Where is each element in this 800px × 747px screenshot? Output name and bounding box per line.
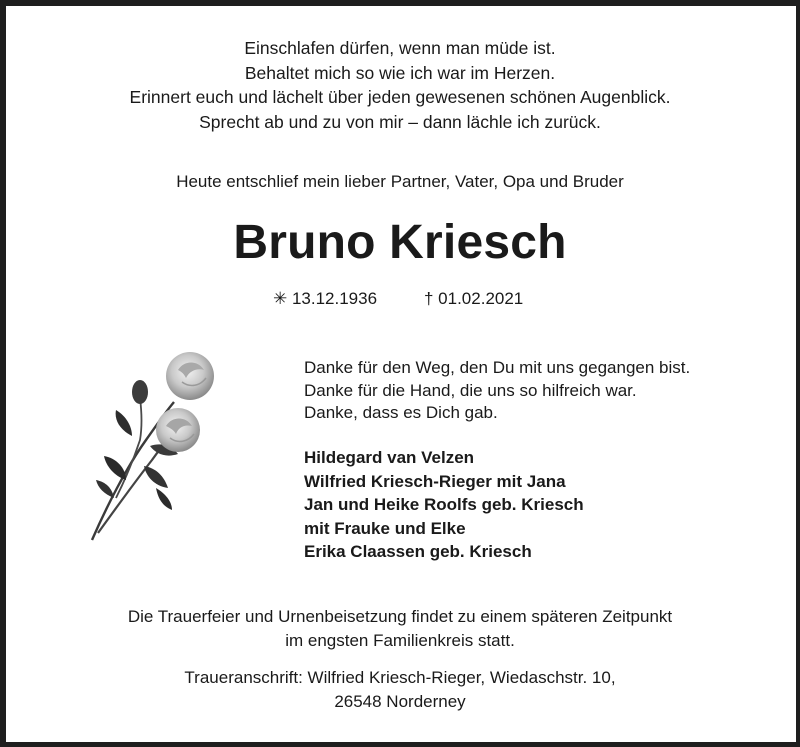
birth-date: ✳ 13.12.1936 bbox=[273, 289, 378, 308]
poem-line: Erinnert euch und lächelt über jeden gewesenen schönen Augenblick. bbox=[129, 87, 671, 107]
poem bbox=[0, 36, 800, 134]
thanks-line: Danke, dass es Dich gab. bbox=[304, 403, 498, 422]
rose-illustration bbox=[86, 348, 236, 548]
poem-line: Einschlafen dürfen, wenn man müde ist. bbox=[244, 38, 556, 58]
mourner-name: Erika Claassen geb. Kriesch bbox=[304, 542, 532, 561]
address-line: Traueranschrift: Wilfried Kriesch-Rieger, Wiedaschstr. 10, bbox=[184, 668, 616, 687]
death-date: † 01.02.2021 bbox=[424, 289, 524, 308]
mourner-name: Jan und Heike Roolfs geb. Kriesch bbox=[304, 495, 584, 514]
thanks-line: Danke für die Hand, die uns so hilfreich war. bbox=[304, 380, 637, 400]
mourner-name: Wilfried Kriesch-Rieger mit Jana bbox=[304, 471, 566, 491]
intro-text: Heute entschlief mein lieber Partner, Vater, Opa und Bruder bbox=[176, 172, 624, 191]
notice-line: im engsten Familienkreis statt. bbox=[285, 631, 515, 650]
mourner-name: Hildegard van Velzen bbox=[304, 448, 475, 467]
thanks-line: Danke für den Weg, den Du mit uns gegangen bist. bbox=[304, 358, 691, 377]
mourning-address bbox=[0, 666, 800, 714]
poem-line: Behaltet mich so wie ich war im Herzen. bbox=[244, 62, 556, 83]
mourners-list bbox=[304, 446, 584, 564]
notice-line: Die Trauerfeier und Urnenbeisetzung findet zu einem späteren Zeitpunkt bbox=[127, 607, 673, 626]
thanks-verse bbox=[304, 357, 690, 425]
address-line: 26548 Norderney bbox=[334, 692, 466, 711]
funeral-notice bbox=[0, 605, 800, 653]
mourner-name: mit Frauke und Elke bbox=[304, 518, 466, 538]
poem-line: Sprecht ab und zu von mir – dann lächle ich zurück. bbox=[199, 111, 601, 132]
deceased-name: Bruno Kriesch bbox=[233, 216, 567, 269]
